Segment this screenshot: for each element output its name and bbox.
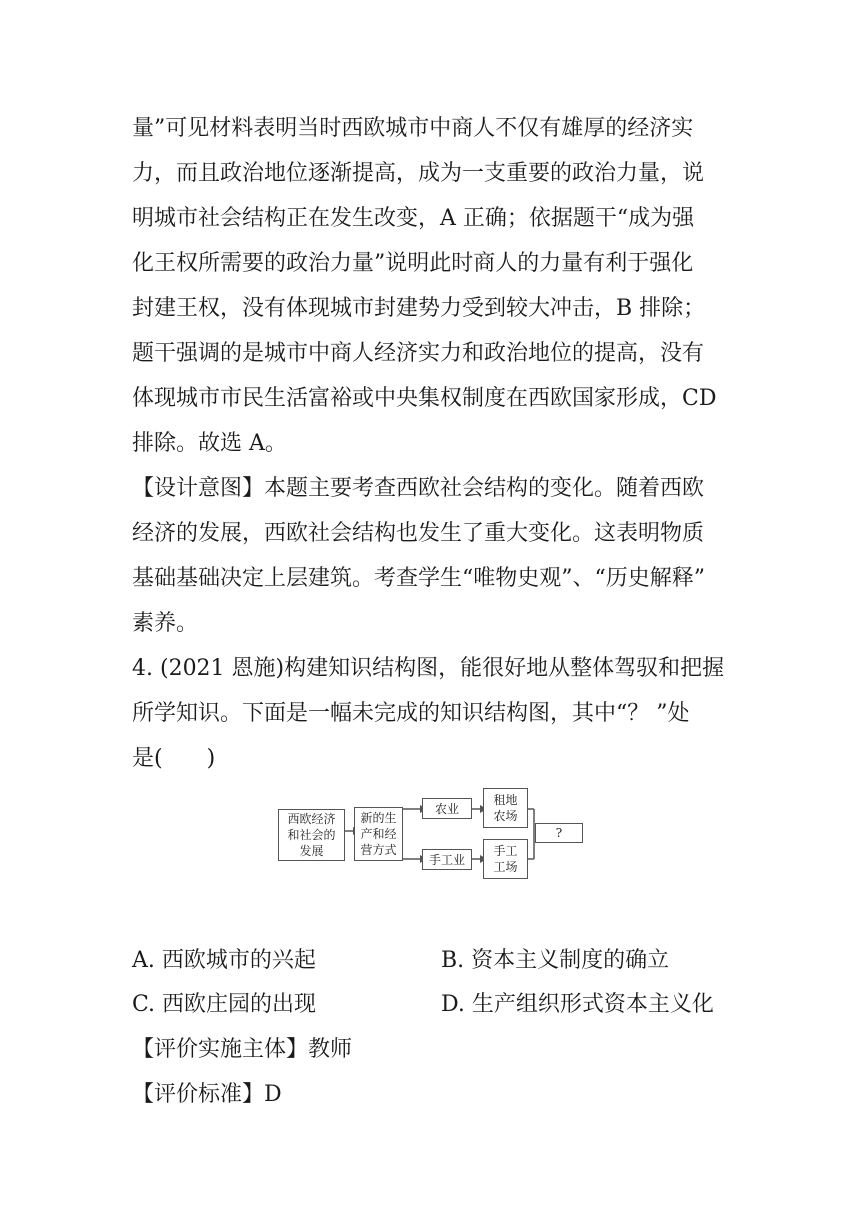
text-line: 量”可见材料表明当时西欧城市中商人不仅有雄厚的经济实 [132, 116, 694, 141]
text-line: 素养。 [132, 611, 199, 636]
question-stem [132, 646, 732, 781]
diagram-box-economy-society: 西欧经济 和社会的 发展 [278, 809, 345, 861]
diagram-box-workshop: 手工 工场 [483, 839, 528, 879]
evaluation-standard: 【评价标准】D [132, 1082, 282, 1107]
option-c[interactable]: C. 西欧庄园的出现 [132, 992, 317, 1017]
text-line: 4. (2021 恩施)构建知识结构图，能很好地从整体驾驭和把握 [132, 656, 725, 681]
text-line: 所学知识。下面是一幅未完成的知识结构图，其中“？ ”处 [132, 701, 690, 726]
option-b[interactable]: B. 资本主义制度的确立 [441, 948, 670, 973]
evaluation-subject: 【评价实施主体】教师 [132, 1037, 353, 1062]
text-line: 封建王权，没有体现城市封建势力受到较大冲击，B 排除； [132, 296, 706, 321]
text-line: 【设计意图】本题主要考查西欧社会结构的变化。随着西欧 [132, 476, 705, 501]
text-line: 排除。故选 A。 [132, 431, 287, 456]
diagram-box-rented-farm: 租地 农场 [483, 788, 528, 828]
diagram-box-agriculture: 农业 [422, 798, 472, 819]
text-line: 是( ) [132, 746, 216, 771]
design-intent [132, 466, 732, 646]
option-a[interactable]: A. 西欧城市的兴起 [132, 948, 316, 973]
diagram-box-handicraft: 手工业 [422, 849, 472, 870]
text-line: 经济的发展，西欧社会结构也发生了重大变化。这表明物质 [132, 521, 705, 546]
text-line: 体现城市市民生活富裕或中央集权制度在西欧国家形成，CD [132, 386, 717, 411]
text-line: 题干强调的是城市中商人经济实力和政治地位的提高，没有 [132, 341, 705, 366]
text-line: 明城市社会结构正在发生改变，A 正确；依据题干“成为强 [132, 206, 695, 231]
text-line: 力，而且政治地位逐渐提高，成为一支重要的政治力量，说 [132, 161, 705, 186]
diagram-box-new-production: 新的生 产和经 营方式 [354, 807, 403, 861]
text-line: 基础基础决定上层建筑。考查学生“唯物史观”、“历史解释” [132, 566, 705, 591]
option-d[interactable]: D. 生产组织形式资本主义化 [441, 992, 714, 1017]
answer-explanation [132, 106, 732, 466]
text-line: 化王权所需要的政治力量”说明此时商人的力量有利于强化 [132, 251, 694, 276]
knowledge-structure-diagram [276, 781, 586, 893]
diagram-box-unknown: ? [535, 823, 583, 843]
